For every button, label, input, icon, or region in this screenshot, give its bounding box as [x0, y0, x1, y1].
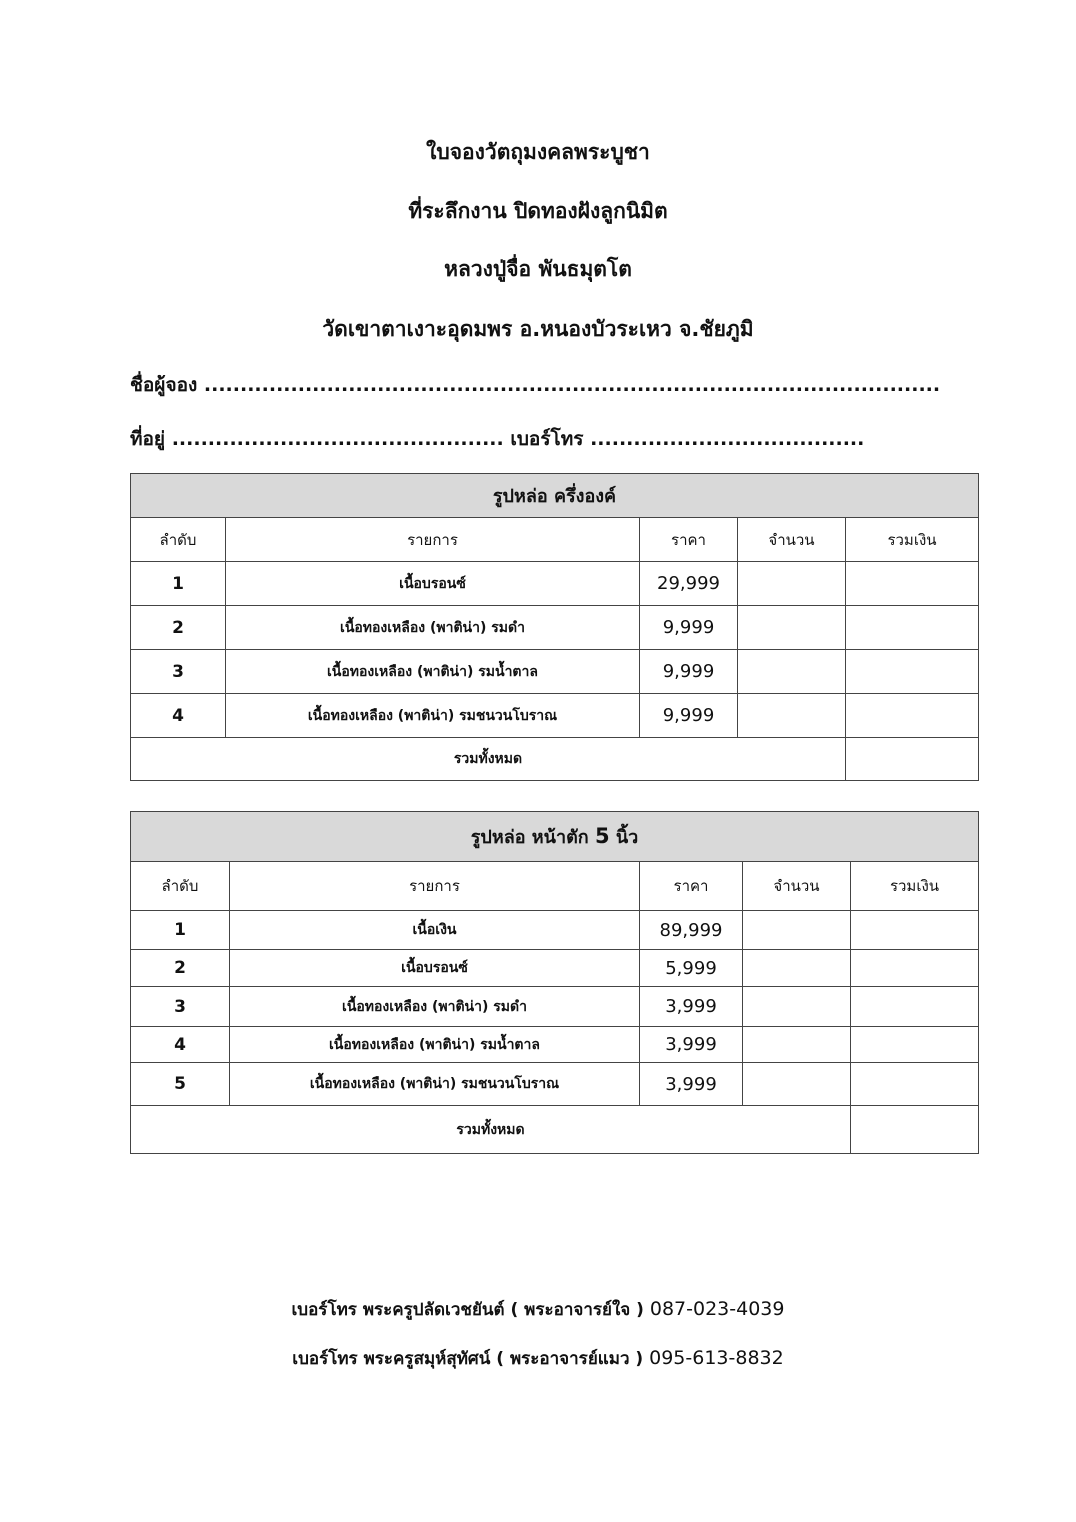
table-row	[131, 1027, 979, 1063]
row-qty-cell[interactable]	[738, 650, 846, 694]
doc-title: ใบจองวัตถุมงคลพระบูชา	[426, 140, 650, 164]
row-price: 3,999	[640, 987, 743, 1027]
col-qty: จำนวน	[743, 862, 851, 911]
row-item: เนื้อทองเหลือง (พาติน่า) รมชนวนโบราณ	[230, 1063, 640, 1106]
name-line[interactable]: ......................................................................................................	[203, 374, 941, 396]
row-price: 9,999	[640, 650, 738, 694]
row-sum-cell[interactable]	[846, 606, 979, 650]
row-no: 1	[131, 911, 230, 950]
table-row	[131, 911, 979, 950]
contact-name: เบอร์โทร พระครูปลัดเวชยันต์ ( พระอาจารย์ใจ )	[291, 1300, 644, 1320]
table-title	[131, 812, 979, 862]
col-item: รายการ	[230, 862, 640, 911]
row-sum-cell[interactable]	[846, 562, 979, 606]
table-row	[131, 987, 979, 1027]
col-sum: รวมเงิน	[846, 518, 979, 562]
row-no: 2	[131, 606, 226, 650]
contact-line-1	[0, 1296, 1076, 1323]
row-qty-cell[interactable]	[743, 950, 851, 987]
row-sum-cell[interactable]	[846, 694, 979, 738]
row-price: 3,999	[640, 1063, 743, 1106]
row-price: 9,999	[640, 606, 738, 650]
doc-subtitle-event: ที่ระลึกงาน ปิดทองฝังลูกนิมิต	[408, 199, 668, 223]
phone-label: เบอร์โทร	[510, 428, 584, 450]
row-price: 29,999	[640, 562, 738, 606]
row-price: 89,999	[640, 911, 743, 950]
row-item: เนื้อบรอนซ์	[230, 950, 640, 987]
table-row	[131, 694, 979, 738]
col-no: ลำดับ	[131, 862, 230, 911]
row-qty-cell[interactable]	[743, 1063, 851, 1106]
row-qty-cell[interactable]	[738, 694, 846, 738]
table-title-suffix: นิ้ว	[609, 827, 639, 848]
contact-phone[interactable]: 087-023-4039	[649, 1298, 785, 1320]
row-item: เนื้อบรอนซ์	[226, 562, 640, 606]
col-price: ราคา	[640, 862, 743, 911]
row-price: 9,999	[640, 694, 738, 738]
row-price: 5,999	[640, 950, 743, 987]
row-sum-cell[interactable]	[851, 987, 979, 1027]
table-row	[131, 606, 979, 650]
table-row	[131, 1063, 979, 1106]
row-sum-cell[interactable]	[846, 650, 979, 694]
total-cell[interactable]	[846, 738, 979, 781]
row-item: เนื้อทองเหลือง (พาติน่า) รมดำ	[226, 606, 640, 650]
contact-name: เบอร์โทร พระครูสมุห์สุทัศน์ ( พระอาจารย์แมว )	[292, 1349, 644, 1369]
table-header-row	[131, 518, 979, 562]
col-sum: รวมเงิน	[851, 862, 979, 911]
row-qty-cell[interactable]	[738, 562, 846, 606]
row-no: 3	[131, 650, 226, 694]
table-title-number: 5	[594, 824, 610, 848]
row-price: 3,999	[640, 1027, 743, 1063]
row-item: เนื้อทองเหลือง (พาติน่า) รมน้ำตาล	[226, 650, 640, 694]
row-qty-cell[interactable]	[743, 911, 851, 950]
row-sum-cell[interactable]	[851, 911, 979, 950]
table-title-prefix: รูปหล่อ หน้าตัก	[470, 827, 595, 848]
row-no: 4	[131, 1027, 230, 1063]
total-label: รวมทั้งหมด	[131, 738, 846, 781]
doc-subtitle-temple: วัดเขาตาเงาะอุดมพร อ.หนองบัวระเหว จ.ชัยภูมิ	[322, 317, 754, 341]
phone-line[interactable]: ......................................	[590, 428, 865, 450]
doc-subtitle-monk: หลวงปู่จื่อ พันธมุตโต	[444, 257, 632, 281]
row-no: 4	[131, 694, 226, 738]
name-label: ชื่อผู้จอง	[130, 374, 198, 396]
row-sum-cell[interactable]	[851, 1027, 979, 1063]
row-sum-cell[interactable]	[851, 950, 979, 987]
contact-line-2	[0, 1345, 1076, 1372]
order-table-half-body	[130, 473, 979, 781]
row-no: 1	[131, 562, 226, 606]
row-item: เนื้อเงิน	[230, 911, 640, 950]
name-field[interactable]	[130, 370, 940, 400]
row-no: 2	[131, 950, 230, 987]
row-no: 5	[131, 1063, 230, 1106]
row-no: 3	[131, 987, 230, 1027]
col-no: ลำดับ	[131, 518, 226, 562]
contact-phone[interactable]: 095-613-8832	[649, 1347, 784, 1369]
col-price: ราคา	[640, 518, 738, 562]
col-qty: จำนวน	[738, 518, 846, 562]
total-row	[131, 738, 979, 781]
table-row	[131, 650, 979, 694]
order-table-5-inch	[130, 811, 979, 1154]
row-sum-cell[interactable]	[851, 1063, 979, 1106]
table-row	[131, 950, 979, 987]
row-qty-cell[interactable]	[743, 987, 851, 1027]
row-item: เนื้อทองเหลือง (พาติน่า) รมชนวนโบราณ	[226, 694, 640, 738]
row-item: เนื้อทองเหลือง (พาติน่า) รมน้ำตาล	[230, 1027, 640, 1063]
row-qty-cell[interactable]	[743, 1027, 851, 1063]
address-line[interactable]: ..............................................	[171, 428, 504, 450]
address-field[interactable]	[130, 424, 864, 454]
total-label: รวมทั้งหมด	[131, 1106, 851, 1154]
row-qty-cell[interactable]	[738, 606, 846, 650]
address-label: ที่อยู่	[130, 428, 166, 450]
total-row	[131, 1106, 979, 1154]
col-item: รายการ	[226, 518, 640, 562]
table-row	[131, 562, 979, 606]
table-header-row	[131, 862, 979, 911]
table-title: รูปหล่อ ครึ่งองค์	[131, 474, 979, 518]
row-item: เนื้อทองเหลือง (พาติน่า) รมดำ	[230, 987, 640, 1027]
total-cell[interactable]	[851, 1106, 979, 1154]
